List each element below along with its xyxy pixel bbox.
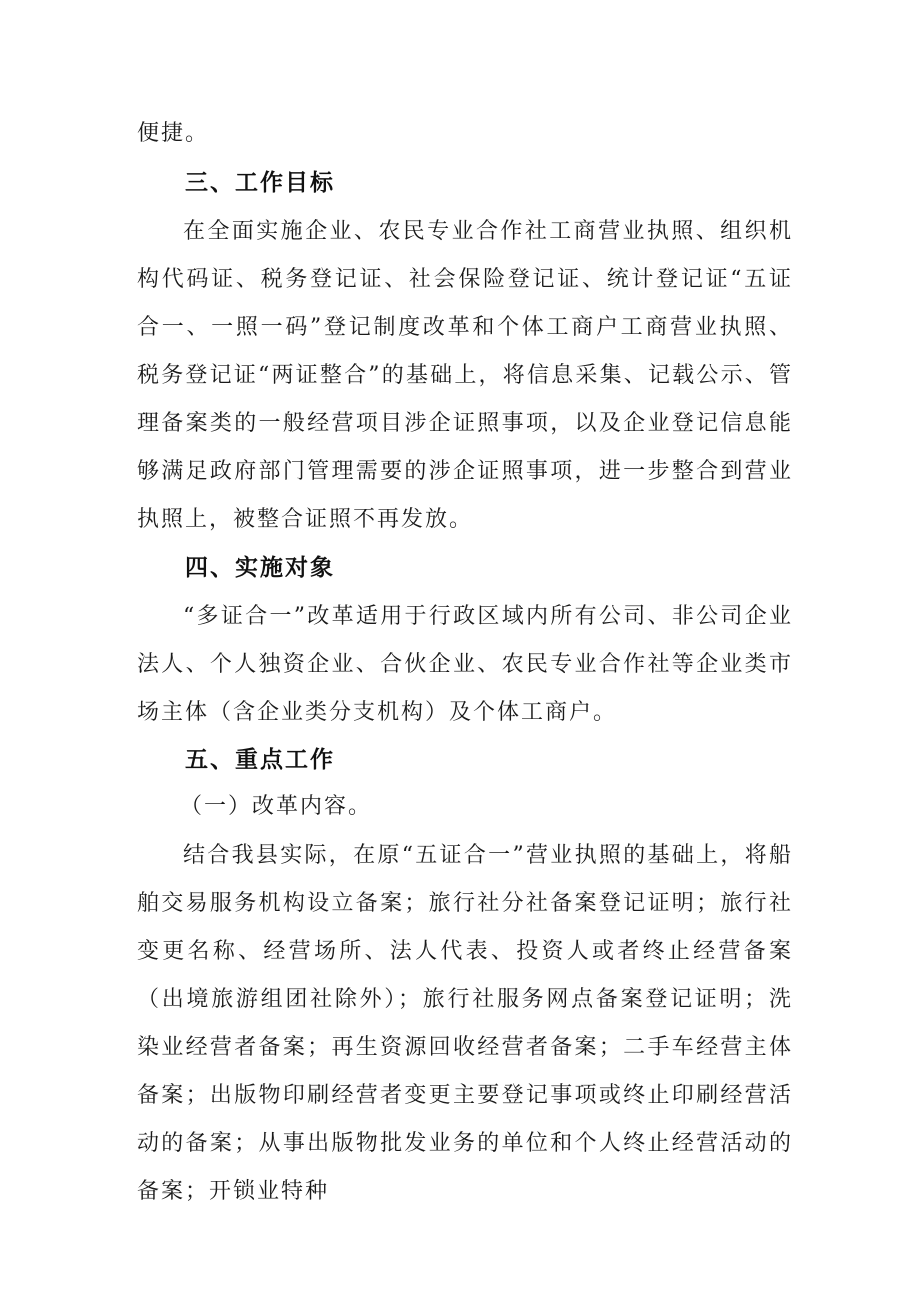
subsection-heading-reform-content: （一）改革内容。 xyxy=(180,794,373,819)
section-heading-goals: 三、工作目标 xyxy=(185,170,335,196)
section-heading-targets: 四、实施对象 xyxy=(185,555,335,581)
paragraph-goals: 在全面实施企业、农民专业合作社工商营业执照、组织机构代码证、税务登记证、社会保险登记证、统计登记证“五证合一、一照一码”登记制度改革和个体工商户工商营业执照、税务登记证“两证整合”的基础上，将信息采集、记载公示、管理备案类的一般经营项目涉企证照事项，以及企业登记信息能够满足政府部门管理需要的涉企证照事项，进一步整合到营业执照上，被整合证照不再发放。 xyxy=(137,219,793,532)
section-heading-key-work: 五、重点工作 xyxy=(185,747,335,773)
paragraph-targets: “多证合一”改革适用于行政区域内所有公司、非公司企业法人、个人独资企业、合伙企业、农民专业合作社等企业类市场主体（含企业类分支机构）及个体工商户。 xyxy=(137,604,793,725)
paragraph-continuation: 便捷。 xyxy=(137,121,210,146)
paragraph-reform-content: 结合我县实际，在原“五证合一”营业执照的基础上，将船舶交易服务机构设立备案；旅行社分社备案登记证明；旅行社变更名称、经营场所、法人代表、投资人或者终止经营备案（出境旅游组团社除外）；旅行社服务网点备案登记证明；洗染业经营者备案；再生资源回收经营者备案；二手车经营主体备案；出版物印刷经营者变更主要登记事项或终止印刷经营活动的备案；从事出版物批发业务的单位和个人终止经营活动的备案；开锁业特种 xyxy=(137,843,793,1204)
